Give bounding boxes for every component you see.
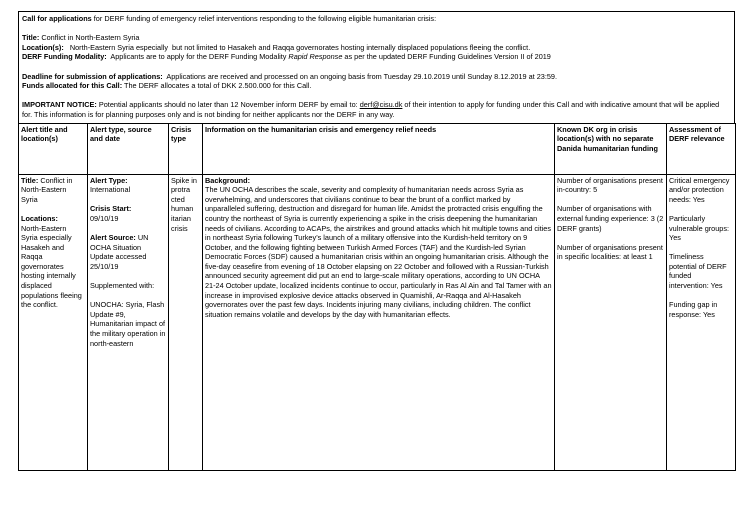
row-locations-value: North-Eastern Syria especially Hasakeh and Raqqa governorates hosting internally displaced populations fleeing the conflict. <box>21 223 82 310</box>
deadline-label: Deadline for submission of applications: <box>22 71 163 81</box>
orgs-in-country: Number of organisations present in-country: 5 <box>557 175 663 195</box>
orgs-specific-localities: Number of organisations present in specific localities: at least 1 <box>557 242 663 262</box>
background-label: Background: <box>205 175 250 185</box>
assess-critical-needs: Critical emergency and/or protection needs: Yes <box>669 175 730 204</box>
modality-text: Applicants are to apply for the DERF Funding Modality <box>106 52 289 62</box>
location-value: North-Eastern Syria especially but not limited to Hasakeh and Raqqa governorates hosting internally displaced populations fleeing the conflict. <box>63 42 531 52</box>
title-label: Title: <box>22 33 40 43</box>
row-title-value: Conflict in North-Eastern Syria <box>21 175 73 204</box>
cell-crisis-type <box>169 174 203 470</box>
alert-source-label: Alert Source: <box>90 233 136 243</box>
alert-type-label: Alert Type: <box>90 175 128 185</box>
cell-known-dk-org <box>555 174 667 470</box>
background-text: The UN OCHA describes the scale, severity and complexity of humanitarian needs across Syria as overwhelming, and underscores that civilians continue to bear the brunt of a conflict marked by unparalleled suffering, destruction and disregard for human life. Amidst the protracted crisis engulfing the country the northeast of Syria is currently experiencing a spike in the crisis deepening the humanitarian needs of civilians. According to ACAPs, the airstrikes and ground attacks which hit multiple towns and cities in northeast Syria following Turkey’s launch of a military offensive into the Kurdish-held territory on 9 October, and the following fighting between Turkish Armed Forces (TAF) and the Kurdish-led Syrian Democratic Forces (SDF) caused a humanitarian crisis within an ongoing humanitarian crisis. Although the five-day ceasefire from evening of 18 October elapsing on 22 October and followed with a Russian-Turkish announced security agreement did put an end to large-scale military operations, according to UN OCHA 21-24 October update, localized incidents continue to occur, particularly in Ras Al Ain and Tal Tamer with an increase in improvised explosive device attacks observed in Quamishli, Ar-Raqqa and Al-Hasakeh governorates over the past few days. Incidents injuring many civilians, including children. The conflict situation remains volatile and develops by the day with humanitarian effects. <box>205 185 552 319</box>
crisis-start-value: 09/10/19 <box>90 213 119 223</box>
call-intro-text: for DERF funding of emergency relief interventions responding to the following eligible humanitarian crisis: <box>91 14 437 23</box>
modality-label: DERF Funding Modality: <box>22 52 107 62</box>
funds-value: The DERF allocates a total of DKK 2.500.000 for this Call. <box>122 81 312 91</box>
crisis-start-label: Crisis Start: <box>90 204 132 214</box>
header-known-dk-org: Known DK org in crisis location(s) with no separate Danida humanitarian funding <box>555 123 667 174</box>
orgs-external-funding: Number of organisations with external funding experience: 3 (2 DERF grants) <box>557 204 664 233</box>
assess-vulnerable-groups: Particularly vulnerable groups: Yes <box>669 213 730 243</box>
header-information: Information on the humanitarian crisis and emergency relief needs <box>203 123 555 174</box>
alert-table <box>18 123 736 471</box>
cell-alert-title <box>19 174 88 470</box>
header-crisis-type: Crisis type <box>169 123 203 174</box>
document-page <box>18 11 735 471</box>
alert-type-value: International <box>90 185 131 195</box>
call-deadline <box>22 72 731 82</box>
title-value: Conflict in North-Eastern Syria <box>39 33 140 43</box>
call-modality <box>22 52 731 62</box>
table-row <box>19 174 736 470</box>
notice-text: Potential applicants should no later than 12 November inform DERF by email to: <box>96 100 360 110</box>
table-header-row <box>19 123 736 174</box>
call-funds <box>22 81 731 91</box>
header-alert-type: Alert type, source and date <box>88 123 169 174</box>
notice-label: IMPORTANT NOTICE: <box>22 100 97 110</box>
assess-funding-gap: Funding gap in response: Yes <box>669 300 718 319</box>
call-location <box>22 43 731 53</box>
alert-source-value: UN OCHA Situation Update accessed 25/10/19 <box>90 233 149 271</box>
crisis-type-value: Spike in protra cted human itarian crisis <box>171 175 197 233</box>
modality-rapid-response: Rapid Response <box>288 52 343 62</box>
call-intro <box>22 14 731 24</box>
cell-information <box>203 174 555 470</box>
cell-assessment <box>667 174 736 470</box>
cell-alert-type <box>88 174 169 470</box>
assess-timeliness: Timeliness potential of DERF funded intervention: Yes <box>669 252 727 291</box>
email-link[interactable]: derf@cisu.dk <box>359 100 403 110</box>
call-intro-label: Call for applications <box>22 14 92 23</box>
header-assessment: Assessment of DERF relevance <box>667 123 736 174</box>
important-notice <box>22 100 731 119</box>
deadline-value: Applications are received and processed on an ongoing basis from Tuesday 29.10.2019 until Sunday 8.12.2019 at 23:59. <box>162 71 557 81</box>
supplemented-label: Supplemented with: <box>90 281 155 291</box>
notice-text-end: of their intention to apply for funding under this Call and with indicative amount that will be applied for. This information is for planning purposes only and is not binding for neither applicants nor the DERF in any way. <box>22 100 720 119</box>
call-title <box>22 33 731 43</box>
funds-label: Funds allocated for this Call: <box>22 81 123 91</box>
unocha-reference: UNOCHA: Syria, Flash Update #9, Humanitarian impact of the military operation in north-eastern <box>90 300 166 348</box>
row-title-label: Title: <box>21 175 39 185</box>
location-label: Location(s): <box>22 42 64 52</box>
call-for-applications-box <box>18 11 735 124</box>
row-locations-label: Locations: <box>21 213 58 223</box>
modality-text-end: as per the updated DERF Funding Guidelines Version II of 2019 <box>342 52 551 62</box>
header-alert-title: Alert title and location(s) <box>19 123 88 174</box>
